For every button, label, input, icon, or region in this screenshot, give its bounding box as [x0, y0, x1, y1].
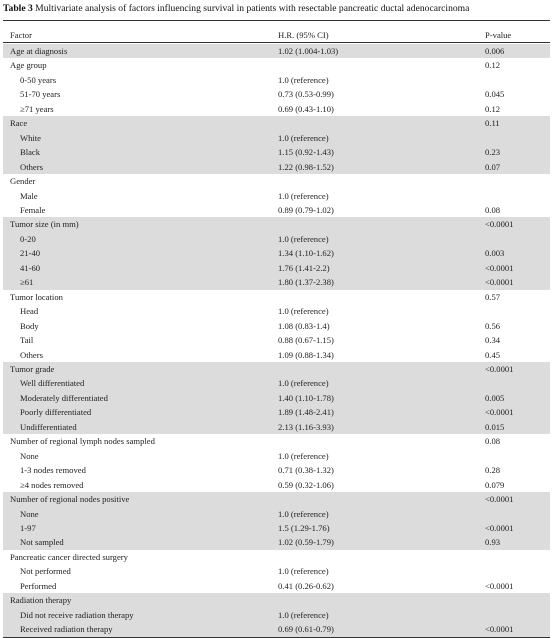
factor-cell: 1-3 nodes removed [20, 465, 86, 476]
factor-cell: 41-60 [3, 261, 273, 275]
factor-cell: Not sampled [3, 535, 273, 549]
p-value-cell [423, 376, 550, 390]
table-row [3, 261, 550, 275]
factor-cell: Body [20, 320, 39, 331]
p-value-cell: 0.006 [423, 44, 550, 58]
results-table [3, 26, 550, 638]
table-row [3, 579, 550, 593]
p-value-cell [423, 593, 550, 607]
p-value-cell: 0.005 [423, 391, 550, 405]
p-value-cell: 0.08 [485, 436, 501, 447]
p-value-cell: 0.56 [485, 320, 501, 331]
hr-cell: 0.73 (0.53-0.99) [278, 89, 334, 100]
p-value-cell [423, 507, 550, 521]
hr-cell: 0.88 (0.67-1.15) [278, 335, 334, 346]
table-row [3, 622, 550, 637]
p-value-cell: <0.0001 [485, 580, 514, 591]
factor-cell: 21-40 [3, 246, 273, 260]
table-row [3, 319, 550, 333]
p-value-cell: <0.0001 [423, 622, 550, 637]
hr-cell: 1.0 (reference) [278, 450, 329, 461]
table-row [3, 304, 550, 318]
hr-cell: 1.15 (0.92-1.43) [273, 145, 423, 159]
table-row [3, 290, 550, 304]
factor-cell: Well differentiated [3, 376, 273, 390]
table-row [3, 550, 550, 564]
factor-cell: Moderately differentiated [3, 391, 273, 405]
hr-cell: 1.02 (1.004-1.03) [273, 44, 423, 58]
factor-cell: Tumor size (in mm) [3, 217, 273, 231]
factor-cell: Tail [20, 335, 34, 346]
table-row [3, 232, 550, 246]
hr-cell [273, 174, 423, 188]
hr-cell: 1.5 (1.29-1.76) [273, 521, 423, 535]
table-row [3, 405, 550, 419]
hr-cell: 2.13 (1.16-3.93) [273, 420, 423, 434]
p-value-cell: <0.0001 [423, 217, 550, 231]
table-row [3, 174, 550, 188]
table-row [3, 492, 550, 506]
table-row [3, 608, 550, 622]
table-row [3, 564, 550, 578]
p-value-cell [423, 564, 550, 578]
p-value-cell [423, 189, 550, 203]
p-value-cell: 0.57 [485, 291, 501, 302]
p-value-cell: <0.0001 [423, 261, 550, 275]
p-value-cell [423, 449, 550, 463]
p-value-cell: 0.28 [485, 465, 501, 476]
hr-cell: 1.0 (reference) [273, 376, 423, 390]
p-value-cell [423, 131, 550, 145]
factor-cell: 0-50 years [20, 74, 57, 85]
hr-cell: 0.69 (0.43-1.10) [278, 103, 334, 114]
hr-cell: 1.0 (reference) [273, 608, 423, 622]
p-value-cell: 0.045 [485, 89, 505, 100]
top-rule [3, 20, 550, 21]
factor-cell: Male [20, 190, 38, 201]
factor-cell: Performed [20, 580, 57, 591]
table-row [3, 189, 550, 203]
factor-cell: ≥4 nodes removed [20, 479, 84, 490]
hr-cell: 1.34 (1.10-1.62) [273, 246, 423, 260]
p-value-cell: 0.12 [485, 60, 501, 71]
factor-cell: Number of regional lymph nodes sampled [10, 436, 155, 447]
factor-cell: Number of regional nodes positive [3, 492, 273, 506]
p-value-cell: 0.015 [423, 420, 550, 434]
p-value-cell: 0.08 [485, 204, 501, 215]
factor-cell: Not performed [20, 566, 71, 577]
p-value-cell [423, 304, 550, 318]
hr-cell: 1.0 (reference) [278, 74, 329, 85]
factor-cell: Age group [10, 60, 47, 71]
factor-cell: Age at diagnosis [3, 44, 273, 58]
factor-cell: Black [3, 145, 273, 159]
header-p-value: P-value [485, 30, 512, 40]
p-value-cell: 0.12 [485, 103, 501, 114]
p-value-cell: <0.0001 [423, 275, 550, 289]
p-value-cell: <0.0001 [423, 362, 550, 376]
factor-cell: Female [20, 204, 46, 215]
factor-cell: ≥61 [3, 275, 273, 289]
hr-cell [273, 116, 423, 130]
table-caption [3, 3, 551, 15]
factor-cell: Poorly differentiated [3, 405, 273, 419]
hr-cell: 1.76 (1.41-2.2) [273, 261, 423, 275]
p-value-cell: 0.23 [423, 145, 550, 159]
table-row [3, 376, 550, 390]
p-value-cell: 0.45 [485, 349, 501, 360]
table-row [3, 58, 550, 72]
hr-cell: 1.22 (0.98-1.52) [273, 160, 423, 174]
factor-cell: None [3, 507, 273, 521]
factor-cell: Did not receive radiation therapy [3, 608, 273, 622]
p-value-cell: <0.0001 [423, 521, 550, 535]
hr-cell: 1.89 (1.48-2.41) [273, 405, 423, 419]
hr-cell: 1.0 (reference) [273, 131, 423, 145]
header-factor: Factor [10, 30, 32, 40]
factor-cell: Undifferentiated [3, 420, 273, 434]
header-row [3, 26, 550, 44]
factor-cell: Received radiation therapy [3, 622, 273, 637]
hr-cell: 0.71 (0.38-1.32) [278, 465, 334, 476]
p-value-cell: 0.003 [423, 246, 550, 260]
factor-cell: White [3, 131, 273, 145]
hr-cell: 1.09 (0.88-1.34) [278, 349, 334, 360]
factor-cell: Others [20, 349, 43, 360]
factor-cell: Radiation therapy [3, 593, 273, 607]
table-row [3, 145, 550, 159]
table-row [3, 217, 550, 231]
table-row [3, 73, 550, 87]
table-row [3, 87, 550, 101]
p-value-cell [423, 73, 550, 87]
table-row [3, 420, 550, 434]
table-row [3, 463, 550, 477]
hr-cell [273, 58, 423, 72]
table-row [3, 449, 550, 463]
table-row [3, 116, 550, 130]
factor-cell: 1-97 [3, 521, 273, 535]
hr-cell [273, 217, 423, 231]
table-row [3, 535, 550, 549]
hr-cell: 1.0 (reference) [278, 190, 329, 201]
p-value-cell [423, 608, 550, 622]
p-value-cell: 0.079 [485, 479, 505, 490]
hr-cell [273, 593, 423, 607]
p-value-cell [423, 232, 550, 246]
table-row [3, 521, 550, 535]
factor-cell: 51-70 years [20, 89, 61, 100]
table-row [3, 333, 550, 347]
hr-cell [273, 290, 423, 304]
hr-cell: 1.40 (1.10-1.78) [273, 391, 423, 405]
factor-cell: Pancreatic cancer directed surgery [10, 551, 128, 562]
hr-cell: 1.0 (reference) [273, 507, 423, 521]
p-value-cell: <0.0001 [423, 492, 550, 506]
hr-cell: 1.0 (reference) [278, 566, 329, 577]
hr-cell: 0.59 (0.32-1.06) [278, 479, 334, 490]
hr-cell: 1.02 (0.59-1.79) [273, 535, 423, 549]
table-row [3, 593, 550, 607]
p-value-cell: <0.0001 [423, 405, 550, 419]
p-value-cell: 0.07 [423, 160, 550, 174]
table-row [3, 434, 550, 448]
table-row [3, 507, 550, 521]
table-row [3, 102, 550, 116]
factor-cell: Gender [10, 176, 36, 187]
factor-cell: Head [20, 306, 39, 317]
table-row [3, 362, 550, 376]
p-value-cell [423, 174, 550, 188]
p-value-cell: 0.93 [423, 535, 550, 549]
factor-cell: Race [3, 116, 273, 130]
table-row [3, 348, 550, 362]
factor-cell: ≥71 years [20, 103, 54, 114]
factor-cell: Tumor grade [3, 362, 273, 376]
factor-cell: None [20, 450, 39, 461]
table-row [3, 131, 550, 145]
hr-cell: 1.0 (reference) [273, 232, 423, 246]
factor-cell: Others [3, 160, 273, 174]
hr-cell: 0.41 (0.26-0.62) [278, 580, 334, 591]
table-row [3, 246, 550, 260]
hr-cell: 1.80 (1.37-2.38) [273, 275, 423, 289]
p-value-cell: 0.34 [485, 335, 501, 346]
table-caption-label: Table 3 [3, 3, 33, 14]
factor-cell: 0-20 [3, 232, 273, 246]
table-row [3, 478, 550, 492]
hr-cell: 0.69 (0.61-0.79) [273, 622, 423, 637]
factor-cell: Tumor location [10, 291, 63, 302]
header-hr: H.R. (95% CI) [278, 30, 329, 40]
hr-cell: 1.0 (reference) [278, 306, 329, 317]
table-row [3, 44, 550, 58]
table-row [3, 203, 550, 217]
hr-cell: 1.08 (0.83-1.4) [278, 320, 330, 331]
hr-cell [273, 434, 423, 448]
table-body [3, 44, 550, 637]
p-value-cell: 0.11 [423, 116, 550, 130]
hr-cell: 0.89 (0.79-1.02) [278, 204, 334, 215]
hr-cell [273, 550, 423, 564]
table-row [3, 275, 550, 289]
hr-cell [273, 362, 423, 376]
table-row [3, 160, 550, 174]
table-caption-text: Multivariate analysis of factors influencing survival in patients with resectable pancreatic ductal adenocarcinoma [32, 3, 470, 14]
table-row [3, 391, 550, 405]
p-value-cell [423, 550, 550, 564]
hr-cell [273, 492, 423, 506]
